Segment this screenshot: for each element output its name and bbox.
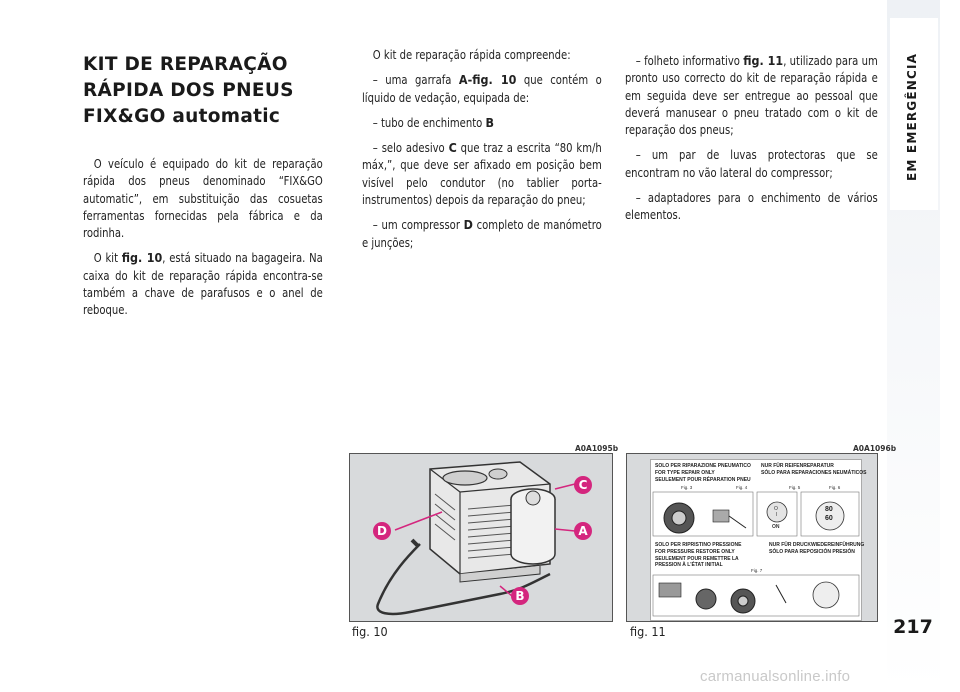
text-column-3 xyxy=(625,52,878,232)
paragraph xyxy=(83,249,323,318)
heading-line-2: RÁPIDA DOS PNEUS xyxy=(83,80,294,101)
figure-reference: fig. 10 xyxy=(121,250,163,266)
leaflet-text: FOR TYPE REPAIR ONLY xyxy=(655,470,715,476)
section-title: EM EMERGÊNCIA xyxy=(905,52,919,182)
callout-c: C xyxy=(574,476,592,494)
leaflet-fig-label: Fig. 7 xyxy=(751,568,763,573)
leaflet-top-illustrations xyxy=(651,490,861,538)
leaflet-text: NUR FÜR DRUCKWIEDEREINFÜHRUNG xyxy=(769,542,865,548)
paragraph xyxy=(362,71,602,106)
text-run: – um compressor xyxy=(372,217,464,233)
information-leaflet xyxy=(650,459,867,621)
text-run: – folheto informativo xyxy=(635,53,744,68)
leaflet-text: SÓLO PARA REPOSICIÓN PRESIÓN xyxy=(769,549,855,555)
figure-reference: A-fig. 10 xyxy=(458,72,517,88)
figure-11 xyxy=(626,453,878,622)
callout-a: A xyxy=(574,522,592,540)
paragraph xyxy=(362,139,602,208)
switch-on-label: ON xyxy=(772,524,780,530)
figure-reference: fig. 11 xyxy=(743,53,784,68)
text-run: – tubo de enchimento xyxy=(372,114,486,130)
leaflet-text: SEULEMENT POUR RÉPARATION PNEU xyxy=(655,477,751,483)
text-column-1 xyxy=(83,155,323,327)
switch-symbol: O xyxy=(774,506,778,512)
callout-d: D xyxy=(373,522,391,540)
compressor-illustration xyxy=(350,454,612,621)
leaflet-text: NUR FÜR REIFENREPARATUR xyxy=(761,463,834,469)
text-run: , utilizado para um pronto uso correcto do kit de reparação rápida e em seguida deve ser entregue ao pessoal que deverá manusear o pneu tratado com o kit de reparação dos pneus; xyxy=(625,53,878,138)
part-reference: B xyxy=(485,114,494,130)
figure-10-caption: fig. 10 xyxy=(352,624,388,639)
text-run: que contém o líquido de vedação, equipada de: xyxy=(362,72,602,105)
text-run: – uma garrafa xyxy=(372,72,459,88)
paragraph xyxy=(362,216,602,251)
switch-symbol: I xyxy=(776,512,778,518)
watermark: carmanualsonline.info xyxy=(700,668,851,685)
leaflet-fig-label: Fig. 6 xyxy=(829,485,841,490)
callout-b: B xyxy=(511,587,529,605)
text-run: – selo adesivo xyxy=(372,140,449,156)
leaflet-fig-label: Fig. 5 xyxy=(789,485,801,490)
figure-11-code: A0A1096b xyxy=(853,444,897,453)
text-run: que traz a escrita “80 km/h máx,”, que deve ser afixado em posição bem visível pelo condutor (no tablier porta-instrumentos) depois da reparação do pneu; xyxy=(362,140,602,208)
text-column-2 xyxy=(362,46,602,259)
text-run: , está situado na bagageira. Na caixa do kit de reparação rápida encontra-se também a chave de parafusos e o anel de reboque. xyxy=(83,250,323,318)
text-run: O kit xyxy=(93,250,122,266)
leaflet-bottom-illustrations xyxy=(651,573,861,618)
figure-10 xyxy=(349,453,613,622)
leaflet-fig-label: Fig. 3 xyxy=(681,485,693,490)
paragraph xyxy=(362,114,602,131)
leaflet-text: SOLO PER RIPARAZIONE PNEUMATICO xyxy=(655,463,751,469)
paragraph: O veículo é equipado do kit de reparação rápida dos pneus denominado “FIX&GO automatic”, em substituição das cosuetas ferramentas fornecidas pela fábrica e da rodinha. xyxy=(83,156,323,241)
speed-sticker-top: 80 xyxy=(825,506,833,513)
leaflet-text: SÓLO PARA REPARACIONES NEUMÁTICOS xyxy=(761,470,867,476)
heading-line-3: FIX&GO automatic xyxy=(83,106,281,127)
paragraph: – um par de luvas protectoras que se encontram no vão lateral do compressor; xyxy=(625,147,878,180)
figure-10-code: A0A1095b xyxy=(575,444,619,453)
leaflet-fig-label: Fig. 4 xyxy=(736,485,748,490)
paragraph: – adaptadores para o enchimento de vários elementos. xyxy=(625,190,878,223)
heading-line-1: KIT DE REPARAÇÃO xyxy=(83,54,288,75)
part-reference: C xyxy=(448,140,457,156)
paragraph: O kit de reparação rápida compreende: xyxy=(372,47,571,62)
leaflet-text: SOLO PER RIPRISTINO PRESSIONE xyxy=(655,542,742,548)
leaflet-text: FOR PRESSURE RESTORE ONLY xyxy=(655,549,735,555)
part-reference: D xyxy=(463,217,473,233)
page-number: 217 xyxy=(893,616,933,638)
figure-11-caption: fig. 11 xyxy=(630,624,666,639)
leaflet-text: SEULEMENT POUR REMETTRE LA PRESSION À L'ÉTAT INITIAL xyxy=(655,556,739,568)
paragraph xyxy=(625,52,878,138)
page-heading xyxy=(83,52,333,130)
speed-sticker-bottom: 60 xyxy=(825,515,833,522)
text-run: completo de manómetro e junções; xyxy=(362,217,602,250)
